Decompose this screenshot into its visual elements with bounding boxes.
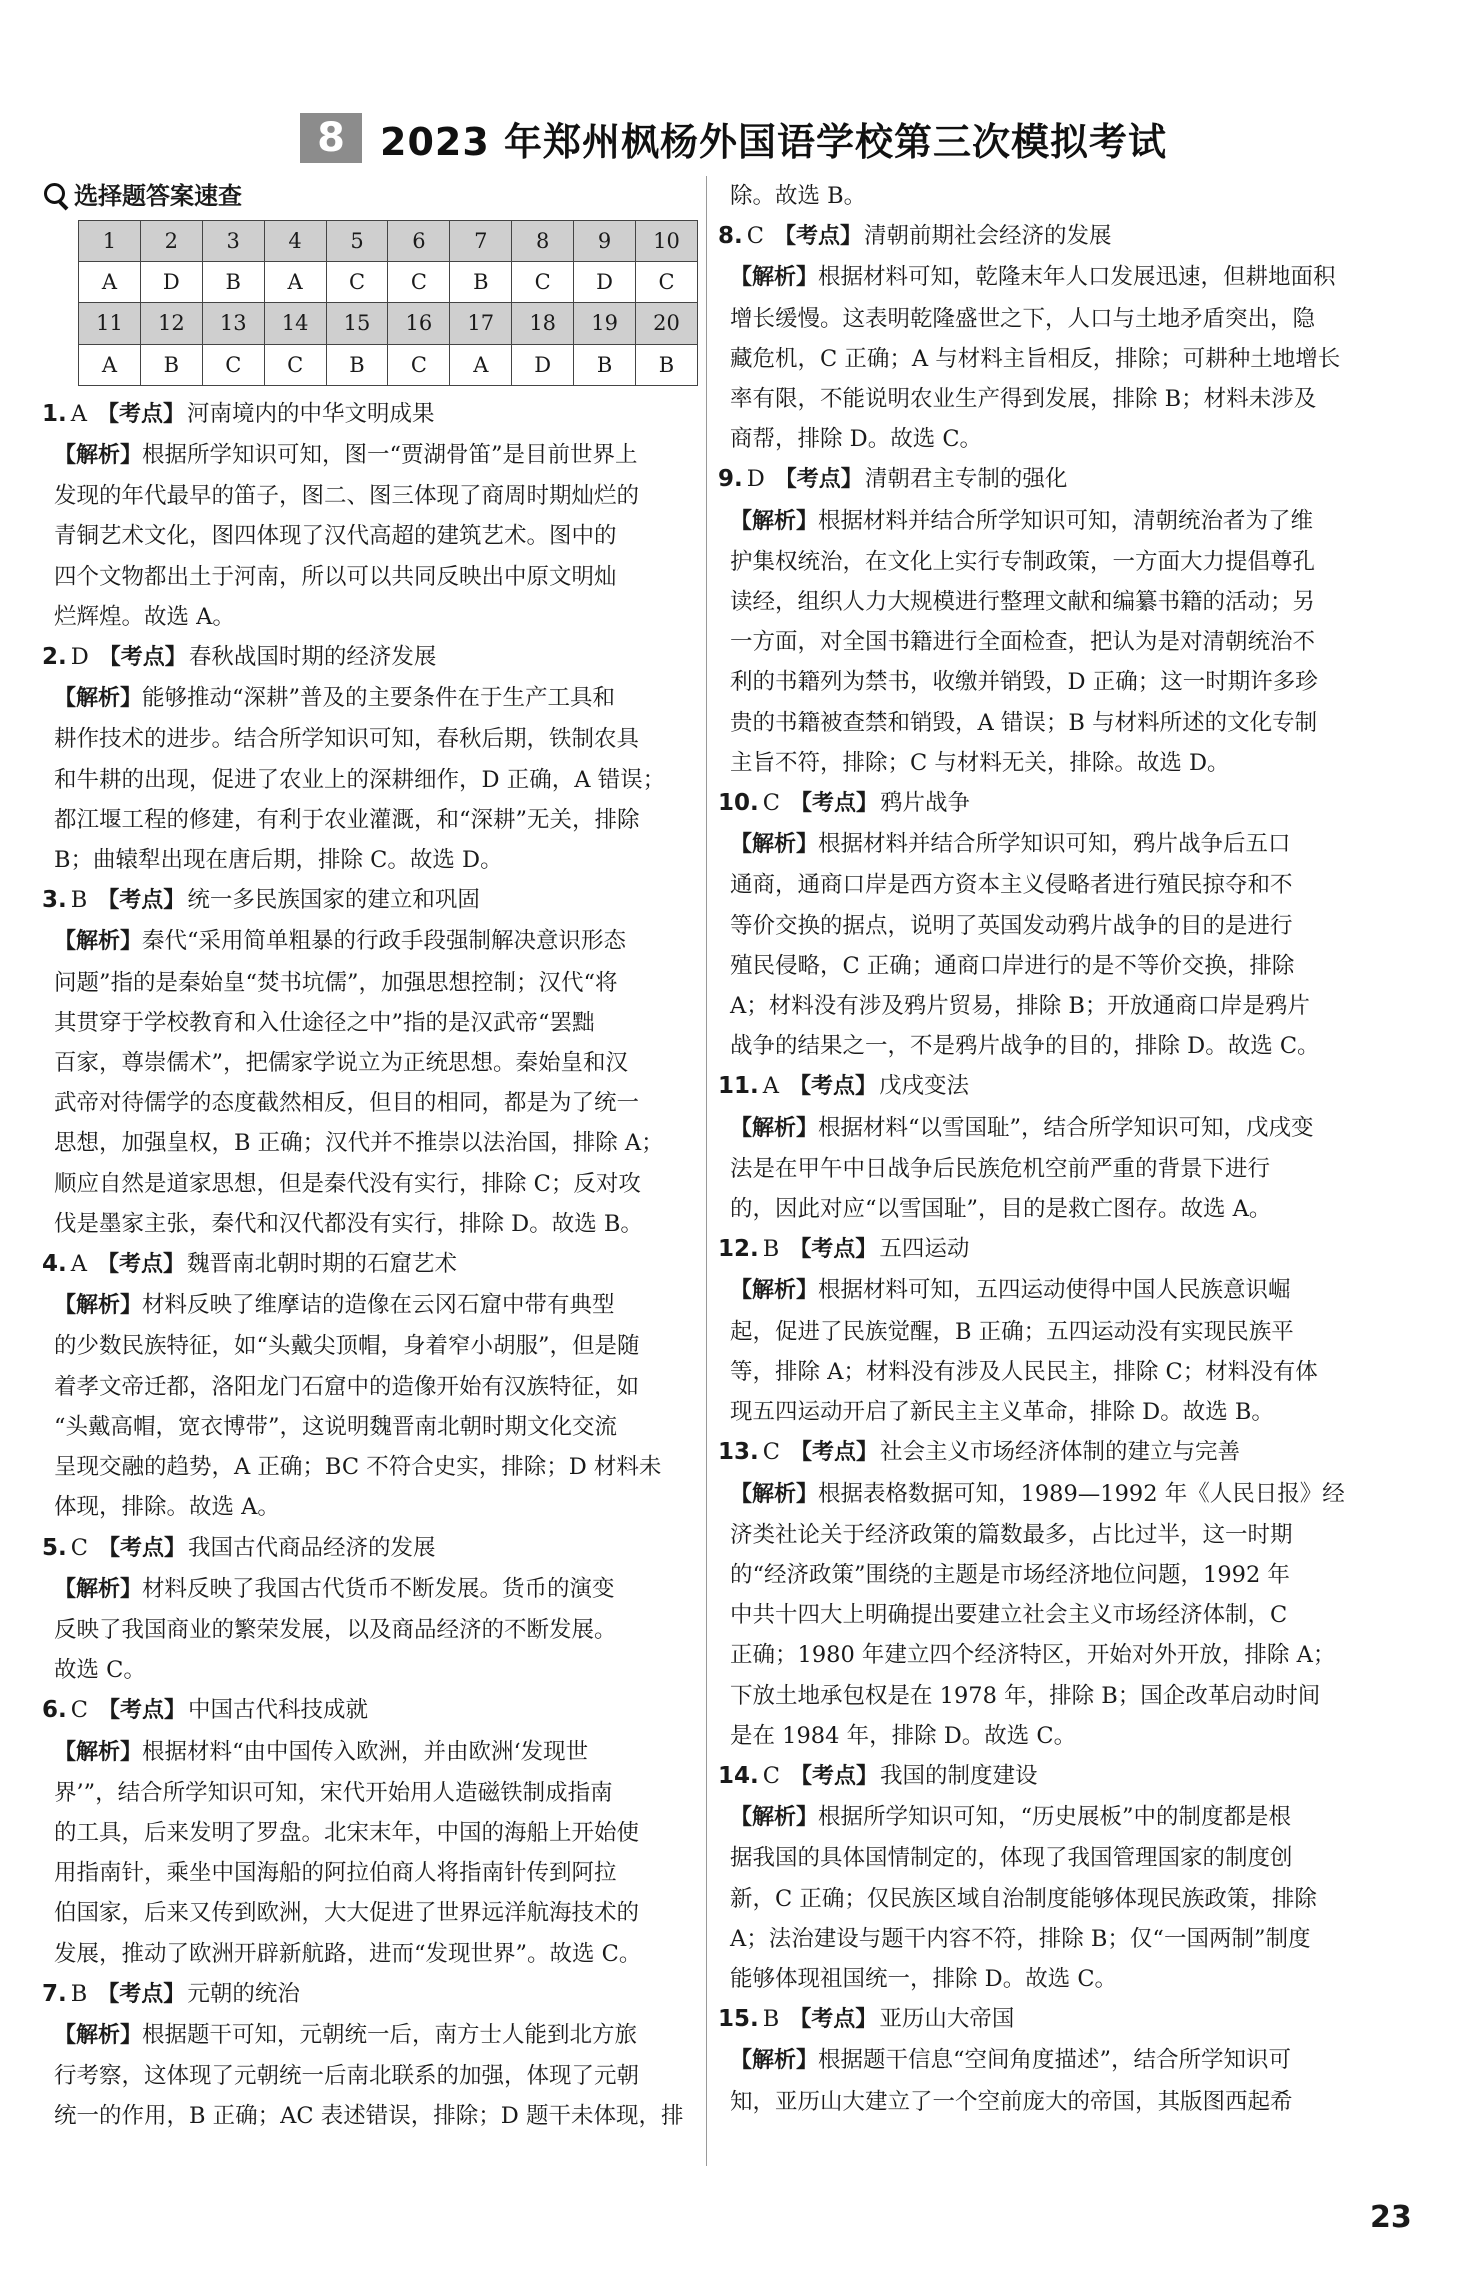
question-answer: C — [70, 1697, 88, 1724]
question-item — [42, 1528, 697, 1691]
question-item — [718, 1756, 1373, 1999]
analysis-line: 百家，尊崇儒术”，把儒家学说立为正统思想。秦始皇和汉 — [54, 1050, 629, 1077]
question-number: 3. — [42, 887, 67, 914]
answer-table-cell: C — [512, 262, 574, 303]
analysis-line: “头戴高帽，宽衣博带”，这说明魏晋南北朝时期文化交流 — [54, 1413, 618, 1440]
answer-table-cell: C — [636, 262, 698, 303]
answer-table-cell: 11 — [79, 303, 141, 344]
analysis-line — [42, 1732, 697, 1773]
answer-table-cell: B — [450, 262, 512, 303]
answer-table-cell: 15 — [326, 303, 388, 344]
question-item — [42, 637, 697, 880]
analysis-line: 的“经济政策”围绕的主题是市场经济地位问题，1992 年 — [730, 1561, 1290, 1588]
question-topic: 鸦片战争 — [879, 790, 970, 817]
question-item — [718, 1432, 1373, 1756]
continuation-text: 除。故选 B。 — [730, 183, 867, 209]
answer-table-cell: 2 — [140, 221, 202, 262]
analysis-line: 呈现交融的趋势，A 正确；BC 不符合史实，排除；D 材料未 — [54, 1454, 662, 1481]
question-answer: B — [70, 887, 88, 914]
question-answer: A — [70, 400, 87, 427]
analysis-line: 下放土地承包权是在 1978 年，排除 B；国企改革启动时间 — [730, 1682, 1321, 1709]
analysis-line: 贵的书籍被查禁和销毁，A 错误；B 与材料所述的文化专制 — [730, 709, 1318, 736]
analysis-line: 体现，排除。故选 A。 — [54, 1494, 280, 1521]
analysis-line: 的工具，后来发明了罗盘。北宋末年，中国的海船上开始使 — [54, 1819, 640, 1846]
jiexi-label: 【解析】 — [54, 443, 143, 469]
question-item — [42, 1244, 697, 1527]
question-heading — [718, 1432, 1373, 1473]
answer-table-cell: 1 — [79, 221, 141, 262]
question-heading — [42, 1528, 697, 1569]
analysis-line: 顺应自然是道家思想，但是秦代没有实行，排除 C；反对攻 — [54, 1170, 641, 1197]
answer-table-cell: C — [202, 344, 264, 385]
question-number: 10. — [718, 790, 759, 817]
analysis-line: 烂辉煌。故选 A。 — [54, 603, 235, 630]
question-answer: C — [762, 1439, 780, 1466]
answer-table-cell: 5 — [326, 221, 388, 262]
jiexi-label: 【解析】 — [54, 1576, 143, 1602]
analysis-line: 殖民侵略，C 正确；通商口岸进行的是不等价交换，排除 — [730, 952, 1295, 979]
question-item — [42, 880, 697, 1244]
question-topic: 我国的制度建设 — [879, 1762, 1038, 1789]
analysis-line: 用指南针，乘坐中国海船的阿拉伯商人将指南针传到阿拉 — [54, 1860, 617, 1887]
answer-table-cell: 12 — [140, 303, 202, 344]
jiexi-label: 【解析】 — [54, 929, 143, 955]
question-heading — [718, 1999, 1373, 2040]
jiexi-label: 【解析】 — [730, 265, 819, 291]
answer-table-cell: C — [264, 344, 326, 385]
question-topic: 亚历山大帝国 — [879, 2006, 1015, 2033]
analysis-line: 发现的年代最早的笛子，图二、图三体现了商周时期灿烂的 — [54, 483, 640, 510]
question-answer: A — [70, 1251, 87, 1278]
question-topic: 清朝君主专制的强化 — [864, 466, 1068, 493]
analysis-line: 界’”，结合所学知识可知，宋代开始用人造磁铁制成指南 — [54, 1779, 613, 1806]
question-number: 7. — [42, 1980, 67, 2007]
analysis-line: 济类社论关于经济政策的篇数最多，占比过半，这一时期 — [730, 1521, 1293, 1548]
question-heading — [718, 459, 1373, 500]
analysis-line: 知，亚历山大建立了一个空前庞大的帝国，其版图西起希 — [730, 2088, 1293, 2115]
answer-table-cell: C — [326, 262, 388, 303]
analysis-line: 等价交换的据点，说明了英国发动鸦片战争的目的是进行 — [730, 912, 1293, 939]
question-heading — [718, 783, 1373, 824]
analysis-line — [718, 1108, 1373, 1149]
analysis-line: 是在 1984 年，排除 D。故选 C。 — [730, 1722, 1077, 1749]
question-number: 2. — [42, 644, 67, 671]
answer-table-cell: A — [79, 344, 141, 385]
search-icon — [42, 181, 70, 211]
question-heading — [718, 216, 1373, 257]
kaodian-label: 【考点】 — [97, 1981, 186, 2007]
question-number: 15. — [718, 2006, 759, 2033]
analysis-line — [718, 1474, 1373, 1515]
question-number: 4. — [42, 1251, 67, 1278]
analysis-line: 伯国家，后来又传到欧洲，大大促进了世界远洋航海技术的 — [54, 1900, 640, 1927]
analysis-line: 统一的作用，B 正确；AC 表述错误，排除；D 题干未体现，排 — [54, 2103, 684, 2130]
question-heading — [42, 1244, 697, 1285]
answer-table-cell: 20 — [636, 303, 698, 344]
answer-table-cell: 18 — [512, 303, 574, 344]
analysis-line — [718, 1797, 1373, 1838]
question-topic: 元朝的统治 — [187, 1980, 300, 2007]
question-topic: 魏晋南北朝时期的石窟艺术 — [187, 1251, 458, 1278]
analysis-text: 根据材料“以雪国耻”，结合所学知识可知，戊戌变 — [818, 1114, 1314, 1141]
jiexi-label: 【解析】 — [54, 2022, 143, 2048]
kaodian-label: 【考点】 — [789, 1763, 878, 1789]
analysis-line — [718, 824, 1373, 865]
analysis-line: 藏危机，C 正确；A 与材料主旨相反，排除；可耕种土地增长 — [730, 345, 1341, 372]
question-answer: B — [762, 2006, 780, 2033]
analysis-line — [42, 2015, 697, 2056]
answer-table-answer-row — [79, 344, 698, 385]
question-item — [718, 1066, 1373, 1229]
analysis-line — [718, 257, 1373, 298]
question-answer: C — [746, 223, 764, 250]
analysis-line: 护集权统治，在文化上实行专制政策，一方面大力提倡尊孔 — [730, 548, 1316, 575]
question-answer: C — [762, 790, 780, 817]
analysis-line: 法是在甲午中日战争后民族危机空前严重的背景下进行 — [730, 1155, 1271, 1182]
kaodian-label: 【考点】 — [97, 401, 186, 427]
analysis-line: 都江堰工程的修建，有利于农业灌溉，和“深耕”无关，排除 — [54, 806, 640, 833]
analysis-line: 商帮，排除 D。故选 C。 — [730, 426, 983, 453]
question-topic: 我国古代商品经济的发展 — [187, 1534, 436, 1561]
quick-check-heading — [42, 176, 697, 216]
kaodian-label: 【考点】 — [97, 888, 186, 914]
question-topic: 社会主义市场经济体制的建立与完善 — [879, 1439, 1240, 1466]
analysis-text: 根据表格数据可知，1989—1992 年《人民日报》经 — [818, 1480, 1345, 1507]
answer-table-cell: 6 — [388, 221, 450, 262]
analysis-text: 根据材料可知，五四运动使得中国人民族意识崛 — [818, 1277, 1291, 1304]
question-item — [42, 1974, 697, 2137]
analysis-line: 读经，组织人力大规模进行整理文献和编纂书籍的活动；另 — [730, 589, 1316, 616]
left-items — [42, 394, 697, 2137]
question-number: 11. — [718, 1073, 759, 1100]
answer-table — [78, 220, 698, 386]
question-answer: C — [70, 1534, 88, 1561]
answer-table-number-row — [79, 303, 698, 344]
analysis-line: 起，促进了民族觉醒，B 正确；五四运动没有实现民族平 — [730, 1318, 1294, 1345]
analysis-line: 故选 C。 — [54, 1657, 146, 1684]
analysis-line: 现五四运动开启了新民主主义革命，排除 D。故选 B。 — [730, 1399, 1274, 1426]
question-heading — [718, 1229, 1373, 1270]
question-heading — [42, 880, 697, 921]
analysis-line — [42, 1285, 697, 1326]
analysis-line: 四个文物都出土于河南，所以可以共同反映出中原文明灿 — [54, 563, 617, 590]
question-topic: 河南境内的中华文明成果 — [187, 400, 435, 427]
analysis-line — [718, 501, 1373, 542]
question-topic: 五四运动 — [879, 1236, 970, 1263]
question-item — [42, 1690, 697, 1973]
question-answer: A — [762, 1073, 779, 1100]
question-number: 1. — [42, 400, 67, 427]
analysis-line: 着孝文帝迁都，洛阳龙门石窟中的造像开始有汉族特征，如 — [54, 1373, 640, 1400]
analysis-line: 正确；1980 年建立四个经济特区，开始对外开放，排除 A； — [730, 1642, 1336, 1669]
question-topic: 清朝前期社会经济的发展 — [863, 223, 1112, 250]
analysis-line: 其贯穿于学校教育和入仕途径之中”指的是汉武帝“罢黜 — [54, 1009, 595, 1036]
analysis-text: 根据材料“由中国传入欧洲，并由欧洲‘发现世 — [142, 1738, 589, 1765]
question-item — [718, 216, 1373, 459]
jiexi-label: 【解析】 — [730, 1115, 819, 1141]
analysis-text: 秦代“采用简单粗暴的行政手段强制解决意识形态 — [142, 928, 627, 955]
question-number: 8. — [718, 223, 743, 250]
question-answer: D — [746, 466, 765, 493]
exam-title: 2023 年郑州枫杨外国语学校第三次模拟考试 — [380, 119, 1167, 164]
answer-table-cell: D — [574, 262, 636, 303]
analysis-line: 增长缓慢。这表明乾隆盛世之下，人口与土地矛盾突出，隐 — [730, 305, 1316, 332]
analysis-text: 根据材料并结合所学知识可知，鸦片战争后五口 — [818, 831, 1291, 858]
answer-table-cell: 14 — [264, 303, 326, 344]
question-heading — [42, 394, 697, 435]
analysis-line: 伐是墨家主张，秦代和汉代都没有实行，排除 D。故选 B。 — [54, 1210, 643, 1237]
kaodian-label: 【考点】 — [773, 224, 862, 250]
analysis-text: 根据材料并结合所学知识可知，清朝统治者为了维 — [818, 507, 1314, 534]
kaodian-label: 【考点】 — [97, 1535, 186, 1561]
question-number: 13. — [718, 1439, 759, 1466]
analysis-line: 主旨不符，排除；C 与材料无关，排除。故选 D。 — [730, 749, 1230, 776]
kaodian-label: 【考点】 — [97, 1698, 186, 1724]
analysis-line: 率有限，不能说明农业生产得到发展，排除 B；材料未涉及 — [730, 386, 1317, 413]
jiexi-label: 【解析】 — [54, 1293, 143, 1319]
exam-number-badge: 8 — [300, 113, 362, 163]
question-item — [718, 1229, 1373, 1432]
analysis-text: 根据所学知识可知，“历史展板”中的制度都是根 — [818, 1804, 1292, 1831]
answer-table-cell: B — [202, 262, 264, 303]
question-item — [718, 783, 1373, 1066]
jiexi-label: 【解析】 — [730, 508, 819, 534]
left-column — [42, 176, 697, 2137]
analysis-line: 能够体现祖国统一，排除 D。故选 C。 — [730, 1965, 1118, 1992]
analysis-line: 耕作技术的进步。结合所学知识可知，春秋后期，铁制农具 — [54, 726, 640, 753]
analysis-line: 一方面，对全国书籍进行全面检查，把认为是对清朝统治不 — [730, 629, 1316, 656]
question-number: 14. — [718, 1762, 759, 1789]
jiexi-label: 【解析】 — [730, 2048, 819, 2074]
analysis-line — [42, 1569, 697, 1610]
question-topic: 春秋战国时期的经济发展 — [188, 644, 437, 671]
jiexi-label: 【解析】 — [730, 1481, 819, 1507]
kaodian-label: 【考点】 — [789, 1440, 878, 1466]
kaodian-label: 【考点】 — [789, 791, 878, 817]
answer-table-cell: B — [140, 344, 202, 385]
answer-table-cell: C — [388, 344, 450, 385]
answer-table-cell: A — [264, 262, 326, 303]
jiexi-label: 【解析】 — [730, 1805, 819, 1831]
question-item — [718, 459, 1373, 783]
answer-table-cell: D — [512, 344, 574, 385]
answer-table-cell: 4 — [264, 221, 326, 262]
analysis-text: 根据材料可知，乾隆末年人口发展迅速，但耕地面积 — [818, 264, 1336, 291]
right-column — [718, 176, 1373, 2122]
answer-table-cell: 13 — [202, 303, 264, 344]
analysis-line: 青铜艺术文化，图四体现了汉代高超的建筑艺术。图中的 — [54, 523, 617, 550]
question-heading — [42, 637, 697, 678]
answer-table-cell: A — [450, 344, 512, 385]
analysis-line — [42, 435, 697, 476]
kaodian-label: 【考点】 — [789, 1074, 878, 1100]
analysis-line: 和牛耕的出现，促进了农业上的深耕细作，D 正确，A 错误； — [54, 766, 666, 793]
question-heading — [42, 1974, 697, 2015]
page-number: 23 — [1370, 2200, 1412, 2235]
jiexi-label: 【解析】 — [54, 686, 143, 712]
analysis-line — [718, 2040, 1373, 2081]
analysis-line: 反映了我国商业的繁荣发展，以及商品经济的不断发展。 — [54, 1616, 617, 1643]
analysis-line — [42, 678, 697, 719]
answer-table-number-row — [79, 221, 698, 262]
answer-table-cell: B — [326, 344, 388, 385]
quick-check-title: 选择题答案速查 — [74, 181, 242, 210]
question-topic: 戊戌变法 — [879, 1073, 970, 1100]
column-divider — [706, 176, 707, 2166]
answer-table-cell: D — [140, 262, 202, 303]
answer-table-cell: C — [388, 262, 450, 303]
answer-table-cell: A — [79, 262, 141, 303]
jiexi-label: 【解析】 — [730, 1278, 819, 1304]
right-items — [718, 216, 1373, 2122]
analysis-line: 武帝对待儒学的态度截然相反，但目的相同，都是为了统一 — [54, 1090, 640, 1117]
answer-table-cell: B — [636, 344, 698, 385]
answer-table-cell: 7 — [450, 221, 512, 262]
kaodian-label: 【考点】 — [789, 1237, 878, 1263]
analysis-line: 利的书籍列为禁书，收缴并销毁，D 正确；这一时期许多珍 — [730, 669, 1318, 696]
answer-table-cell: 17 — [450, 303, 512, 344]
analysis-line: 的，因此对应“以雪国耻”，目的是救亡图存。故选 A。 — [730, 1196, 1272, 1223]
question-item — [42, 394, 697, 637]
question-number: 6. — [42, 1697, 67, 1724]
answer-table-answer-row — [79, 262, 698, 303]
analysis-line: 思想，加强皇权，B 正确；汉代并不推崇以法治国，排除 A； — [54, 1130, 664, 1157]
answer-table-cell: 10 — [636, 221, 698, 262]
question-topic: 统一多民族国家的建立和巩固 — [187, 887, 480, 914]
kaodian-label: 【考点】 — [774, 467, 863, 493]
answer-table-cell: 16 — [388, 303, 450, 344]
exam-title-bar — [300, 108, 1167, 168]
question-answer: B — [70, 1980, 88, 2007]
question-heading — [718, 1066, 1373, 1107]
analysis-line: 等，排除 A；材料没有涉及人民民主，排除 C；材料没有体 — [730, 1358, 1318, 1385]
analysis-line: 据我国的具体国情制定的，体现了我国管理国家的制度创 — [730, 1845, 1293, 1872]
question-item — [718, 1999, 1373, 2122]
analysis-line: 新，C 正确；仅民族区域自治制度能够体现民族政策，排除 — [730, 1885, 1317, 1912]
kaodian-label: 【考点】 — [98, 645, 187, 671]
analysis-line: 行考察，这体现了元朝统一后南北联系的加强，体现了元朝 — [54, 2063, 640, 2090]
analysis-line — [718, 1270, 1373, 1311]
question-number: 5. — [42, 1534, 67, 1561]
kaodian-label: 【考点】 — [97, 1252, 186, 1278]
analysis-line: 战争的结果之一，不是鸦片战争的目的，排除 D。故选 C。 — [730, 1033, 1320, 1060]
answer-table-cell: 19 — [574, 303, 636, 344]
analysis-line: A；法治建设与题干内容不符，排除 B；仅“一国两制”制度 — [730, 1925, 1311, 1952]
question-topic: 中国古代科技成就 — [187, 1697, 368, 1724]
question-number: 9. — [718, 466, 743, 493]
analysis-text: 根据题干信息“空间角度描述”，结合所学知识可 — [818, 2047, 1292, 2074]
question-answer: D — [70, 644, 89, 671]
jiexi-label: 【解析】 — [54, 1739, 143, 1765]
question-answer: C — [762, 1762, 780, 1789]
jiexi-label: 【解析】 — [730, 832, 819, 858]
kaodian-label: 【考点】 — [789, 2007, 878, 2033]
analysis-line: 通商，通商口岸是西方资本主义侵略者进行殖民掠夺和不 — [730, 872, 1293, 899]
analysis-line: 的少数民族特征，如“头戴尖顶帽，身着窄小胡服”，但是随 — [54, 1333, 640, 1360]
analysis-text: 根据所学知识可知，图一“贾湖骨笛”是目前世界上 — [142, 442, 638, 469]
answer-table-cell: 9 — [574, 221, 636, 262]
question-answer: B — [762, 1236, 780, 1263]
analysis-line: 中共十四大上明确提出要建立社会主义市场经济体制，C — [730, 1602, 1288, 1629]
question-number: 12. — [718, 1236, 759, 1263]
analysis-line — [42, 921, 697, 962]
answer-table-cell: 8 — [512, 221, 574, 262]
answer-table-cell: 3 — [202, 221, 264, 262]
answer-table-cell: B — [574, 344, 636, 385]
analysis-text: 能够推动“深耕”普及的主要条件在于生产工具和 — [142, 685, 616, 712]
analysis-text: 材料反映了维摩诘的造像在云冈石窟中带有典型 — [142, 1292, 615, 1319]
analysis-line: A；材料没有涉及鸦片贸易，排除 B；开放通商口岸是鸦片 — [730, 993, 1310, 1020]
analysis-line: 问题”指的是秦始皇“焚书坑儒”，加强思想控制；汉代“将 — [54, 969, 618, 996]
analysis-line: 发展，推动了欧洲开辟新航路，进而“发现世界”。故选 C。 — [54, 1940, 642, 1967]
analysis-text: 材料反映了我国古代货币不断发展。货币的演变 — [142, 1575, 615, 1602]
analysis-text: 根据题干可知，元朝统一后，南方士人能到北方旅 — [142, 2021, 638, 2048]
question-heading — [42, 1690, 697, 1731]
question-heading — [718, 1756, 1373, 1797]
analysis-line: B；曲辕犁出现在唐后期，排除 C。故选 D。 — [54, 847, 503, 874]
